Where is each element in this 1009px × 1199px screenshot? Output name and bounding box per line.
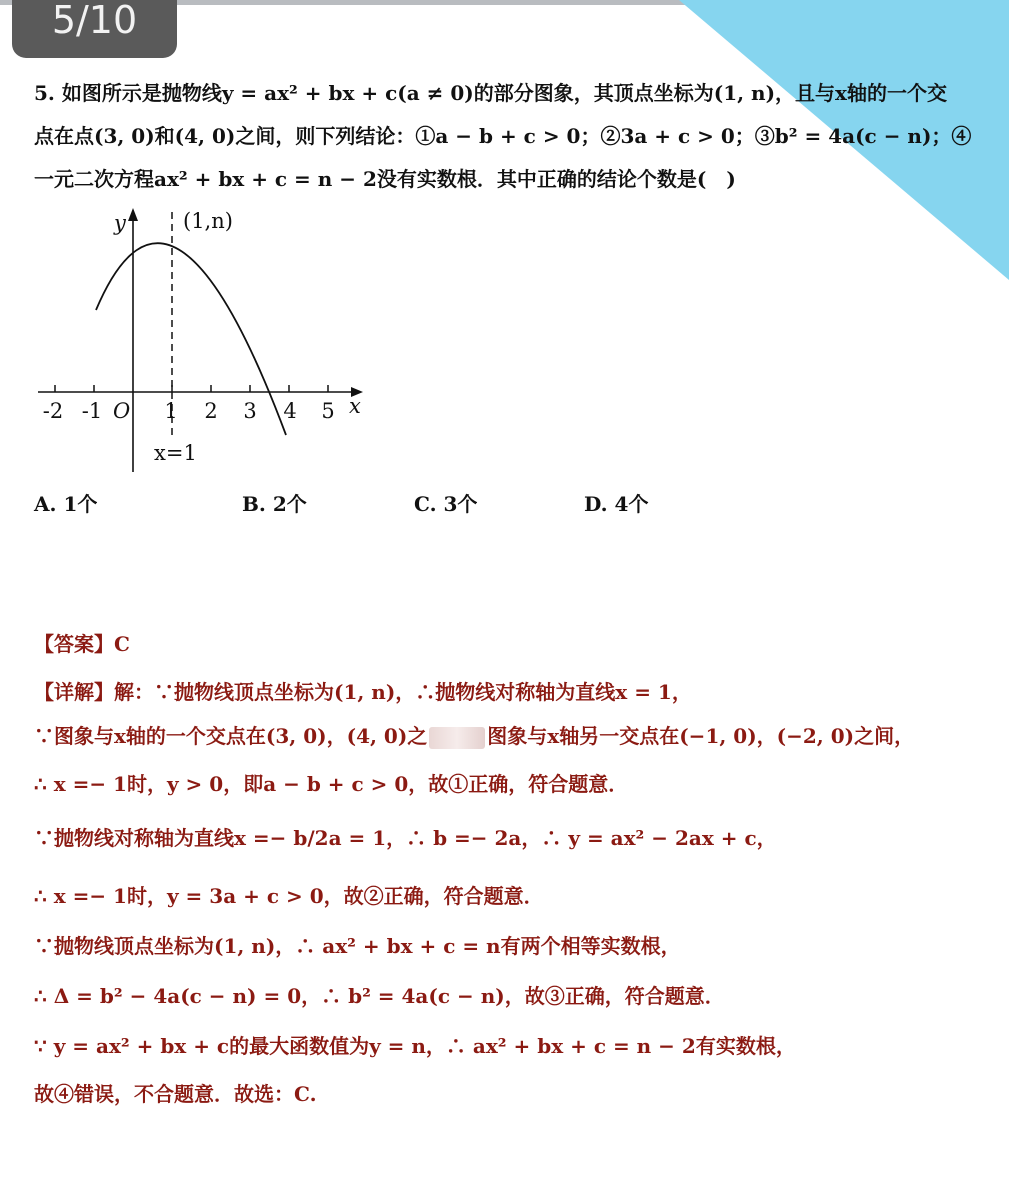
tick-label-2: 2	[204, 399, 218, 423]
solution-line-2	[34, 720, 914, 749]
tick-label-neg2: -2	[42, 399, 64, 423]
tick-label-4: 4	[283, 399, 297, 423]
tick-label-1: 1	[164, 399, 178, 423]
page-indicator[interactable]: 5/10	[12, 0, 177, 58]
solution-line-8: ∵ y = ax² + bx + c的最大函数值为y = n，∴ ax² + bx + c = n − 2有实数根，	[34, 1034, 796, 1058]
solution-line-2b: 图象与x轴另一交点在(−1, 0)，(−2, 0)之间，	[487, 724, 915, 748]
solution-line-9: 故④错误，不合题意．故选：C.	[34, 1082, 317, 1106]
y-axis-label: y	[114, 211, 126, 235]
x-ticks	[55, 385, 328, 392]
solution-line-3: ∴ x =− 1时，y > 0，即a − b + c > 0，故①正确，符合题意．	[34, 772, 629, 796]
tick-label-5: 5	[321, 399, 335, 423]
vertex-label: (1,n)	[183, 209, 233, 233]
tick-label-neg1: -1	[81, 399, 103, 423]
solution-line-7: ∴ Δ = b² − 4a(c − n) = 0，∴ b² = 4a(c − n)，故③正确，符合题意．	[34, 984, 725, 1008]
origin-label: O	[113, 399, 131, 423]
question-line-2: 点在点(3, 0)和(4, 0)之间，则下列结论：①a − b + c > 0；②3a + c > 0；③b² = 4a(c − n)；④	[34, 124, 972, 148]
option-a[interactable]: A. 1个	[34, 492, 98, 516]
question-line-1: 5. 如图所示是抛物线y = ax² + bx + c(a ≠ 0)的部分图象，其顶点坐标为(1, n)，且与x轴的一个交	[34, 81, 947, 105]
y-axis-arrow	[128, 208, 138, 221]
solution-line-4: ∵抛物线对称轴为直线x =− b/2a = 1，∴ b =− 2a，∴ y = ax² − 2ax + c，	[34, 826, 777, 850]
option-c[interactable]: C. 3个	[414, 492, 478, 516]
blurred-region	[429, 727, 485, 749]
parabola-graph	[30, 200, 370, 480]
tick-label-3: 3	[243, 399, 257, 423]
x-axis-label: x	[349, 394, 361, 418]
option-b[interactable]: B. 2个	[242, 492, 307, 516]
question-line-3: 一元二次方程ax² + bx + c = n − 2没有实数根．其中正确的结论个数是( )	[34, 167, 736, 191]
solution-line-5: ∴ x =− 1时，y = 3a + c > 0，故②正确，符合题意．	[34, 884, 544, 908]
solution-line-2a: ∵图象与x轴的一个交点在(3, 0)，(4, 0)之	[34, 724, 428, 748]
solution-line-6: ∵抛物线顶点坐标为(1, n)，∴ ax² + bx + c = n有两个相等实数根，	[34, 934, 681, 958]
solution-line-1: 【详解】解：∵抛物线顶点坐标为(1, n)，∴抛物线对称轴为直线x = 1，	[34, 680, 692, 704]
symmetry-axis-label: x=1	[154, 441, 197, 465]
answer-line: 【答案】C	[34, 632, 130, 656]
question-text	[34, 72, 984, 201]
option-d[interactable]: D. 4个	[584, 492, 649, 516]
